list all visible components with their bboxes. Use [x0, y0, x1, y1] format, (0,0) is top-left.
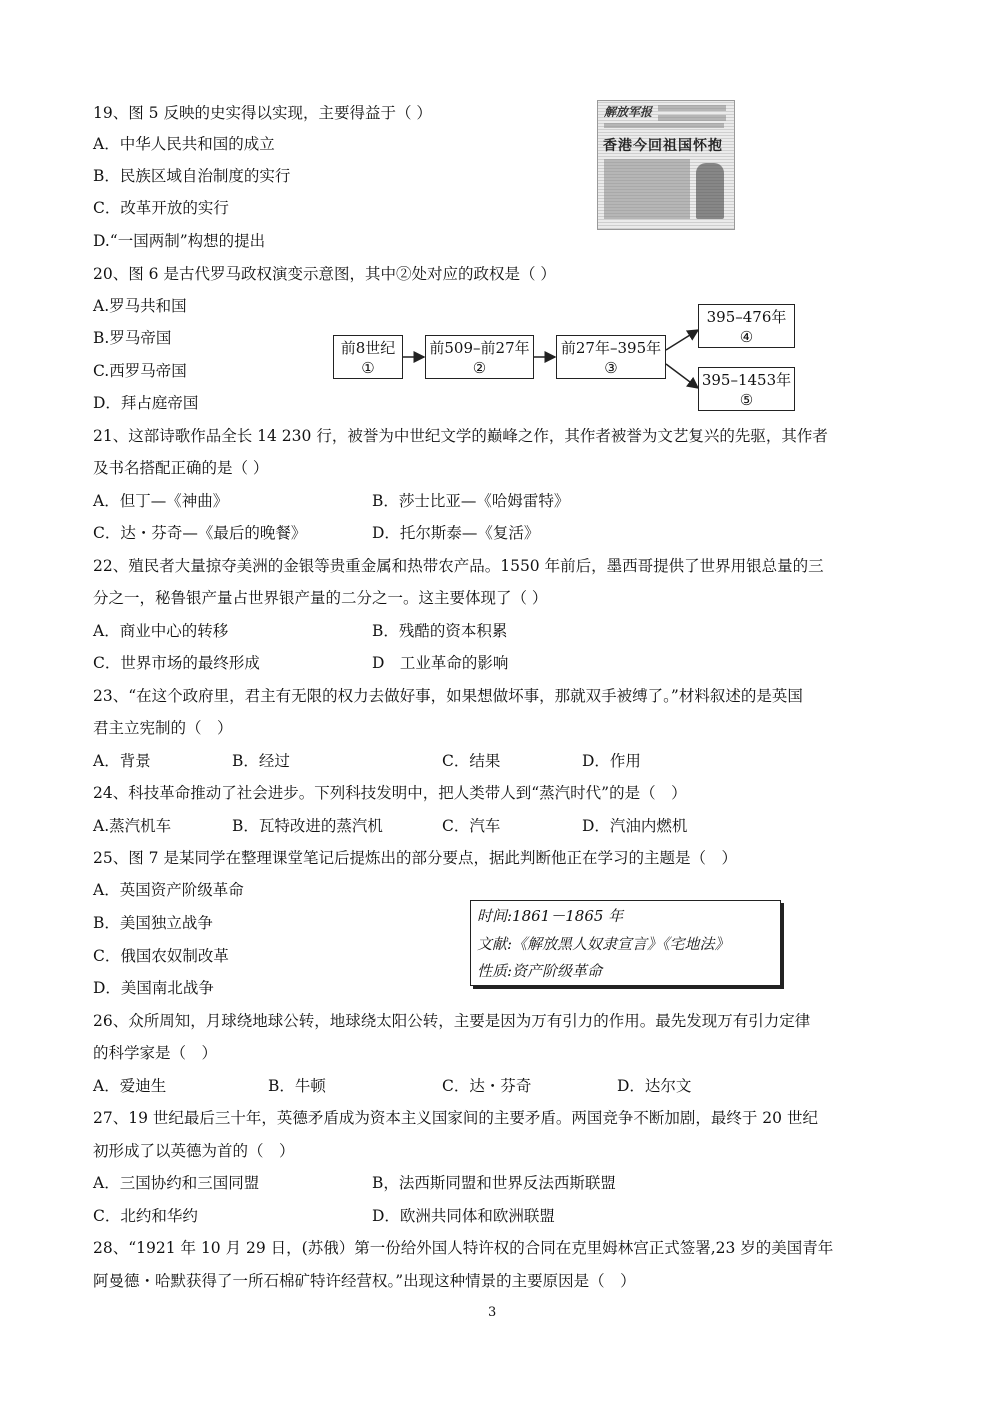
- q26-option-b: B．牛顿: [268, 1077, 326, 1095]
- q22-stem-line2: 分之一，秘鲁银产量占世界银产量的二分之一。这主要体现了（ ）: [93, 589, 548, 607]
- q24-option-d: D．汽油内燃机: [582, 817, 688, 835]
- q22-option-a: A．商业中心的转移: [93, 622, 229, 640]
- q22-option-b: B．残酷的资本积累: [372, 622, 508, 640]
- q20-option-c: C.西罗马帝国: [93, 362, 187, 380]
- box-5-period: 395–1453年: [701, 371, 792, 389]
- q21-stem-line2: 及书名搭配正确的是（ ）: [93, 459, 269, 477]
- q25-option-d: D．美国南北战争: [93, 979, 214, 997]
- q20-option-d: D．拜占庭帝国: [93, 394, 199, 412]
- q26-stem-line2: 的科学家是（ ）: [93, 1044, 218, 1062]
- q19-stem: 19、图 5 反映的史实得以实现，主要得益于（ ）: [93, 104, 432, 122]
- box-2-period: 前509–前27年: [429, 339, 530, 357]
- q23-stem-line2: 君主立宪制的（ ）: [93, 719, 233, 737]
- newspaper-masthead: 解放军报: [604, 105, 653, 119]
- q21-option-c: C．达・芬奇—《最后的晚餐》: [93, 524, 307, 542]
- q21-option-b: B．莎士比亚—《哈姆雷特》: [372, 492, 570, 510]
- q21-option-a: A．但丁—《神曲》: [93, 492, 229, 510]
- q23-option-b: B．经过: [232, 752, 290, 770]
- notes-nature: 性质:资产阶级革命: [477, 962, 603, 980]
- q23-option-a: A．背景: [93, 752, 151, 770]
- q26-option-c: C．达・芬奇: [442, 1077, 532, 1095]
- page-number: 3: [488, 1305, 497, 1320]
- q22-option-d: D 工业革命的影响: [372, 654, 509, 672]
- q21-stem-line1: 21、这部诗歌作品全长 14 230 行，被誉为中世纪文学的巅峰之作，其作者被誉为文艺复兴的先驱，其作者: [93, 427, 828, 445]
- newspaper-headline: 香港今回祖国怀抱: [603, 138, 723, 154]
- q24-option-b: B．瓦特改进的蒸汽机: [232, 817, 383, 835]
- q26-stem-line1: 26、众所周知，月球绕地球公转，地球绕太阳公转，主要是因为万有引力的作用。最先发现万有引力定律: [93, 1012, 811, 1030]
- q25-stem: 25、图 7 是某同学在整理课堂笔记后提炼出的部分要点，据此判断他正在学习的主题是（ ）: [93, 849, 737, 867]
- box-1-period: 前8世纪: [340, 339, 396, 357]
- box-1-number: ①: [361, 359, 375, 377]
- diagram-box-1: [333, 335, 403, 379]
- diagram-box-5: [698, 367, 795, 411]
- q19-option-b: B．民族区域自治制度的实行: [93, 167, 291, 185]
- q19-option-c: C．改革开放的实行: [93, 199, 229, 217]
- notes-documents: 文献:《解放黑人奴隶宣言》《宅地法》: [477, 935, 730, 953]
- q28-stem-line1: 28、“1921 年 10 月 29 日，(苏俄）第一份给外国人特许权的合同在克里姆林宫正式签署,23 岁的美国青年: [93, 1239, 834, 1257]
- q28-stem-line2: 阿曼德・哈默获得了一所石棉矿特许经营权。”出现这种情景的主要原因是（ ）: [93, 1272, 636, 1290]
- arrow-3-5: [666, 364, 698, 388]
- q25-option-a: A．英国资产阶级革命: [93, 881, 244, 899]
- box-5-number: ⑤: [739, 391, 754, 409]
- q27-option-b: B，法西斯同盟和世界反法西斯联盟: [372, 1174, 616, 1192]
- q22-option-c: C．世界市场的最终形成: [93, 654, 260, 672]
- box-3-number: ③: [604, 359, 618, 377]
- q23-stem-line1: 23、“在这个政府里，君主有无限的权力去做好事，如果想做坏事，那就双手被缚了。”材料叙述的是英国: [93, 687, 803, 705]
- box-3-period: 前27年–395年: [560, 339, 662, 357]
- q27-option-a: A．三国协约和三国同盟: [93, 1174, 260, 1192]
- q24-option-a: A.蒸汽机车: [93, 817, 172, 835]
- q26-option-d: D．达尔文: [617, 1077, 692, 1095]
- q21-option-d: D．托尔斯泰—《复活》: [372, 524, 540, 542]
- q20-option-b: B.罗马帝国: [93, 329, 172, 347]
- q19-option-a: A．中华人民共和国的成立: [93, 135, 275, 153]
- q23-option-c: C．结果: [442, 752, 501, 770]
- q26-option-a: A．爱迪生: [93, 1077, 167, 1095]
- q24-option-c: C．汽车: [442, 817, 501, 835]
- q19-option-d: D.“一国两制”构想的提出: [93, 232, 266, 250]
- diagram-box-4: [698, 304, 795, 348]
- arrow-3-4: [666, 330, 698, 350]
- box-4-number: ④: [739, 328, 754, 346]
- q27-stem-line2: 初形成了以英德为首的（ ）: [93, 1142, 295, 1160]
- box-2-number: ②: [472, 359, 487, 377]
- q24-stem: 24、科技革命推动了社会进步。下列科技发明中，把人类带人到“蒸汽时代”的是（ ）: [93, 784, 687, 802]
- box-4-period: 395–476年: [706, 308, 787, 326]
- q27-stem-line1: 27、19 世纪最后三十年，英德矛盾成为资本主义国家间的主要矛盾。两国竞争不断加剧，最终于 20 世纪: [93, 1109, 818, 1127]
- q25-option-b: B．美国独立战争: [93, 914, 213, 932]
- figure-7-notes-box: [470, 900, 781, 986]
- diagram-box-3: [556, 335, 666, 379]
- q25-option-c: C．俄国农奴制改革: [93, 947, 229, 965]
- q20-option-a: A.罗马共和国: [93, 297, 187, 315]
- q27-option-d: D．欧洲共同体和欧洲联盟: [372, 1207, 555, 1225]
- notes-time: 时间:1861－1865 年: [477, 907, 624, 925]
- q22-stem-line1: 22、殖民者大量掠夺美洲的金银等贵重金属和热带农产品。1550 年前后，墨西哥提供了世界用银总量的三: [93, 557, 824, 575]
- q23-option-d: D．作用: [582, 752, 641, 770]
- q20-stem: 20、图 6 是古代罗马政权演变示意图，其中②处对应的政权是（ ）: [93, 265, 556, 283]
- diagram-box-2: [425, 335, 534, 379]
- q27-option-c: C．北约和华约: [93, 1207, 198, 1225]
